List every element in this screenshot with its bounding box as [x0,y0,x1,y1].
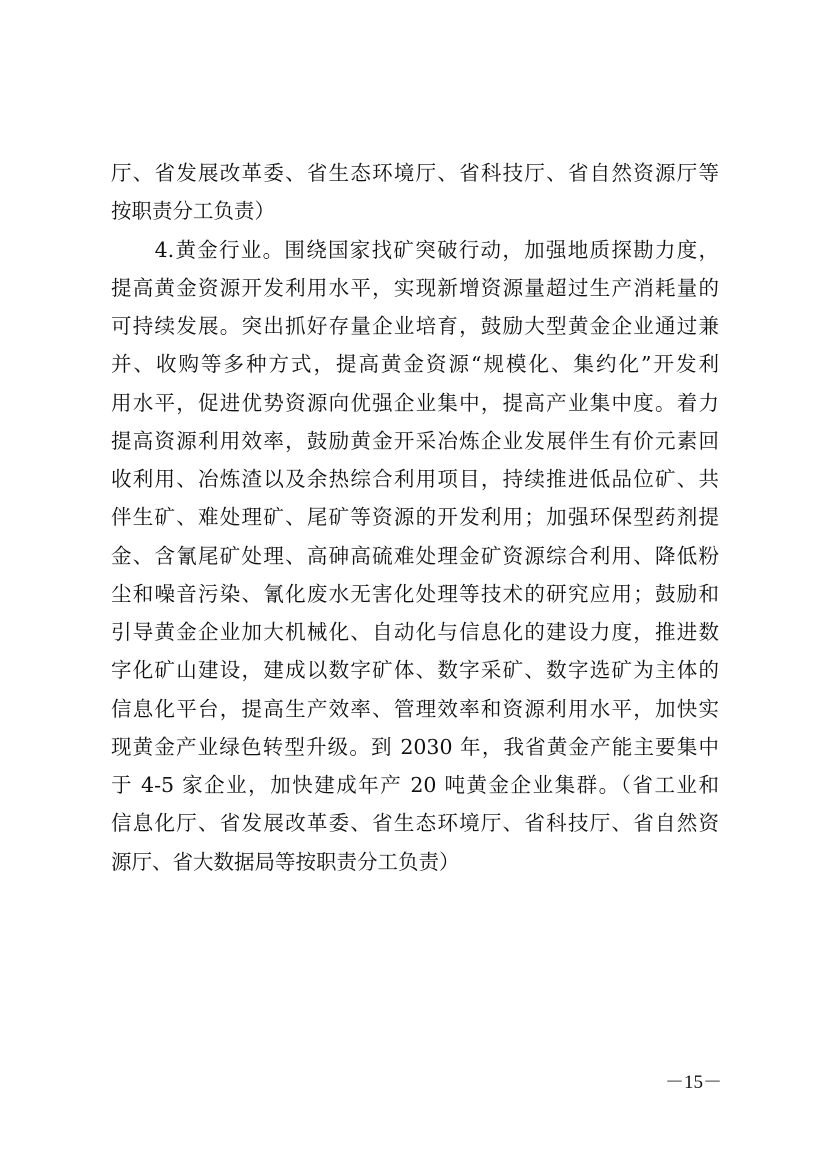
text-line-18: 信息化厅、省发展改革委、省生态环境厅、省科技厅、省自然资 [111,811,719,836]
text-line-2: 按职责分工负责） [111,199,275,224]
text-line-7: 用水平，促进优势资源向优强企业集中，提高产业集中度。着力 [111,390,719,415]
text-line-16: 现黄金产业绿色转型升级。到 2030 年，我省黄金产能主要集中 [111,734,719,759]
text-line-17: 于 4-5 家企业，加快建成年产 20 吨黄金企业集群。（省工业和 [111,773,719,797]
text-line-15: 信息化平台，提高生产效率、管理效率和资源利用水平，加快实 [111,696,719,721]
text-line-8: 提高资源利用效率，鼓励黄金开采冶炼企业发展伴生有价元素回 [111,428,719,453]
text-line-3: 4.黄金行业。围绕国家找矿突破行动，加强地质探勘力度， [111,237,719,262]
page-number: －15－ [664,1072,722,1093]
text-line-10: 伴生矿、难处理矿、尾矿等资源的开发利用；加强环保型药剂提 [111,505,719,530]
text-line-11: 金、含氰尾矿处理、高砷高硫难处理金矿资源综合利用、降低粉 [111,543,719,568]
body-text [111,154,719,881]
text-line-14: 字化矿山建设，建成以数字矿体、数字采矿、数字选矿为主体的 [111,658,719,683]
text-line-5: 可持续发展。突出抓好存量企业培育，鼓励大型黄金企业通过兼 [111,314,719,338]
text-line-1: 厅、省发展改革委、省生态环境厅、省科技厅、省自然资源厅等 [111,161,719,185]
text-line-12: 尘和噪音污染、氰化废水无害化处理等技术的研究应用；鼓励和 [111,581,719,606]
text-line-9: 收利用、冶炼渣以及余热综合利用项目，持续推进低品位矿、共 [111,467,719,491]
text-line-13: 引导黄金企业加大机械化、自动化与信息化的建设力度，推进数 [111,620,719,644]
text-line-6: 并、收购等多种方式，提高黄金资源“规模化、集约化”开发利 [111,352,719,377]
text-line-19: 源厅、省大数据局等按职责分工负责） [111,849,460,874]
text-line-4: 提高黄金资源开发利用水平，实现新增资源量超过生产消耗量的 [111,275,719,300]
